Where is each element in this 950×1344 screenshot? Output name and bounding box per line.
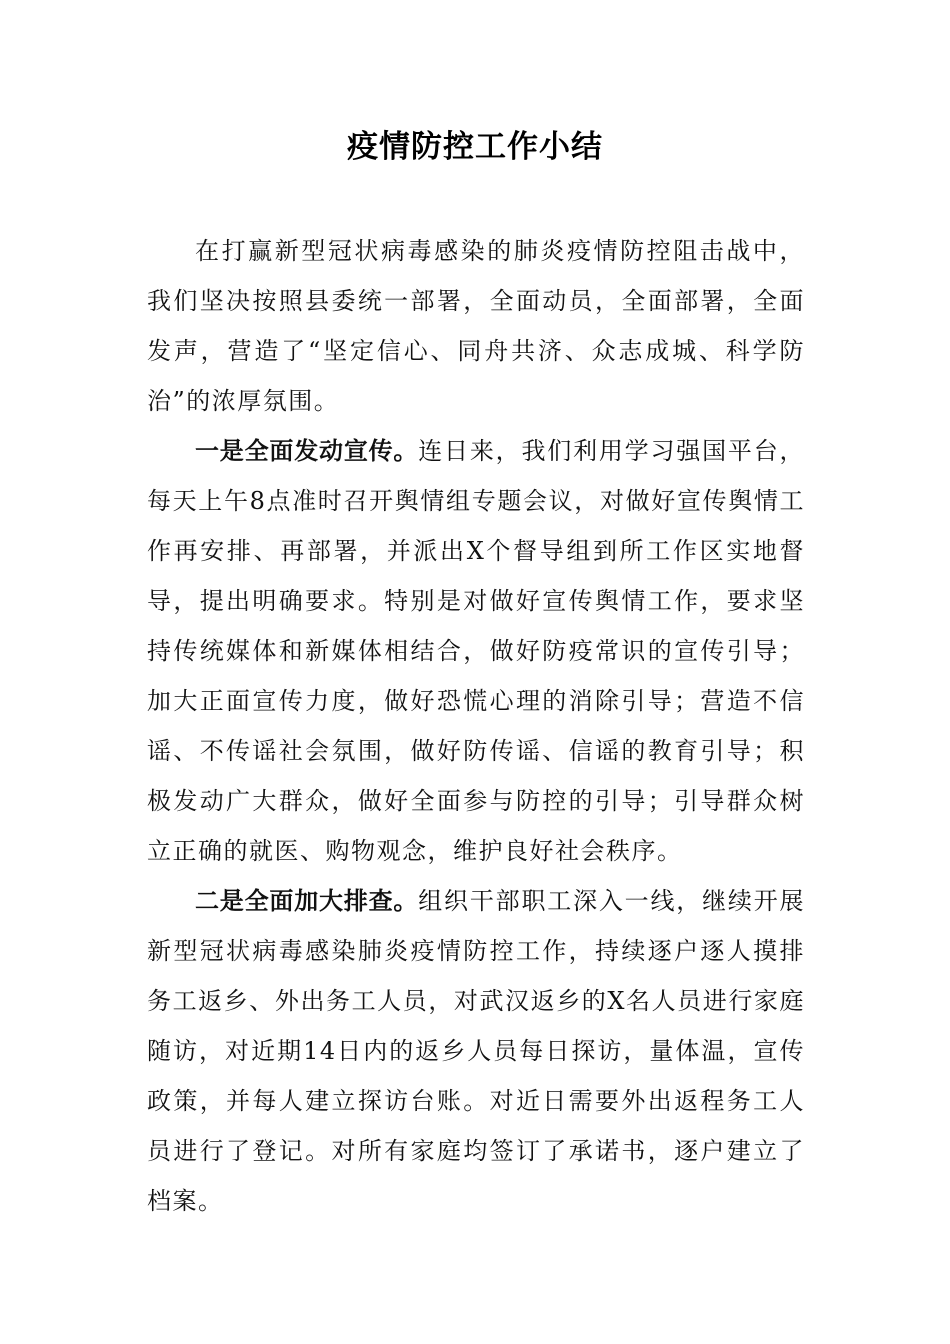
section-two-text: 组织干部职工深入一线，继续开展新型冠状病毒感染肺炎疫情防控工作，持续逐户逐人摸排务工返乡、外出务工人员，对武汉返乡的X名人员进行家庭随访，对近期14日内的返乡人员每日探访，量体温，宣传政策，并每人建立探访台账。对近日需要外出返程务工人员进行了登记。对所有家庭均签订了承诺书，逐户建立了档案。 [147,887,806,1215]
document-body [147,226,805,1226]
section-one-text: 连日来，我们利用学习强国平台，每天上午8点准时召开舆情组专题会议，对做好宣传舆情工作再安排、再部署，并派出X个督导组到所工作区实地督导，提出明确要求。特别是对做好宣传舆情工作，要求坚持传统媒体和新媒体相结合，做好防疫常识的宣传引导；加大正面宣传力度，做好恐慌心理的消除引导；营造不信谣、不传谣社会氛围，做好防传谣、信谣的教育引导；积极发动广大群众，做好全面参与防控的引导；引导群众树立正确的就医、购物观念，维护良好社会秩序。 [147,437,806,865]
section-two-paragraph [147,876,805,1226]
section-one-paragraph [147,426,805,876]
document-title: 疫情防控工作小结 [347,129,603,165]
intro-paragraph [147,226,805,426]
section-one-heading: 一是全面发动宣传。 [195,437,419,465]
section-two-heading: 二是全面加大排查。 [195,887,419,915]
intro-paragraph-text: 在打赢新型冠状病毒感染的肺炎疫情防控阻击战中，我们坚决按照县委统一部署，全面动员，全面部署，全面发声，营造了“坚定信心、同舟共济、众志成城、科学防治”的浓厚氛围。 [147,237,805,415]
